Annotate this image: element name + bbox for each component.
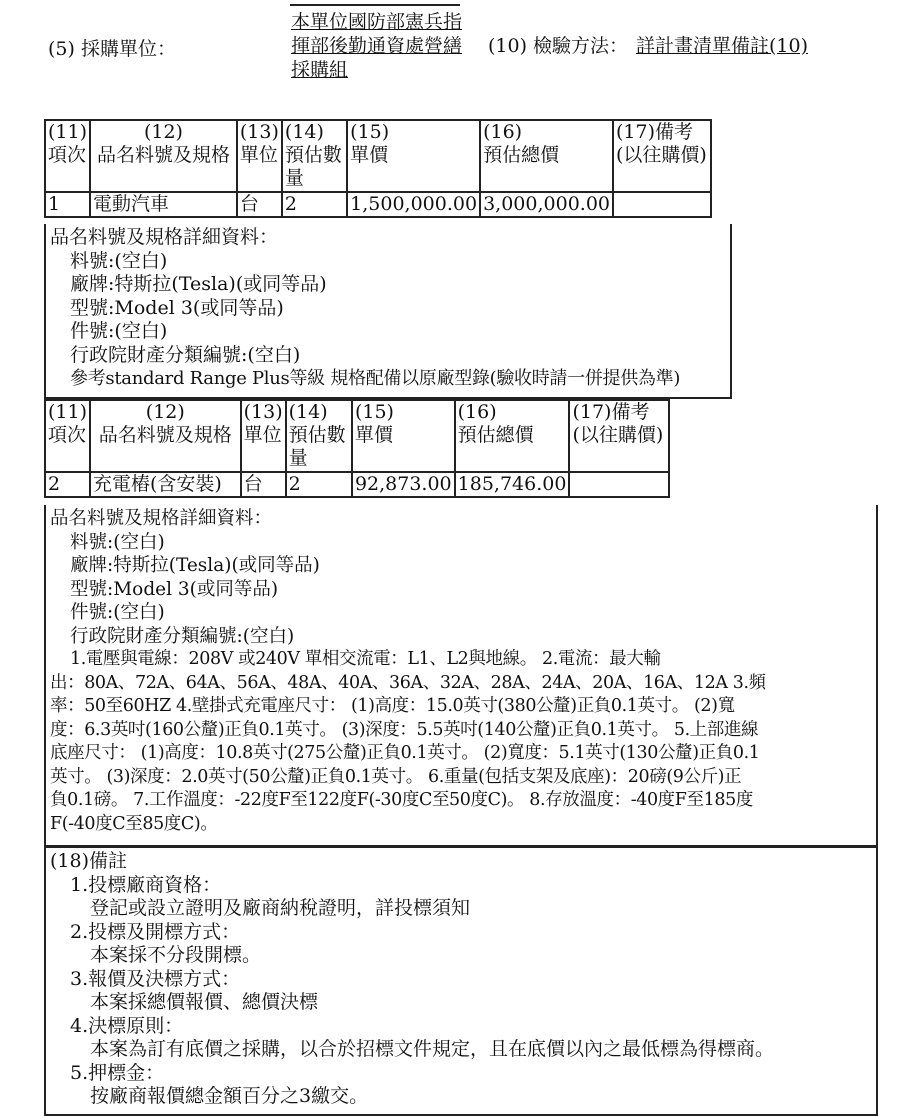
item2-spec-line: F(-40度C至85度C)。 [50, 813, 218, 834]
item1-total: 3,000,000.00 [480, 192, 613, 217]
header-item-name: (12) 品名料號及規格 [90, 120, 237, 192]
item1-no: 1 [45, 192, 90, 217]
item1-qty: 2 [282, 192, 347, 217]
remark-heading: 4.決標原則： [70, 1014, 184, 1037]
item1-detail-line: 廠牌:特斯拉(Tesla)(或同等品) [70, 273, 327, 295]
item1-price: 1,500,000.00 [347, 192, 480, 217]
remark-body: 本案採不分段開標。 [90, 944, 262, 966]
header-unit: (13) 單位 [237, 120, 282, 192]
item2-spec-line: 出：80A、72A、64A、56A、48A、40A、36A、32A、28A、24A、20A、16A、12A 3.頻 [50, 672, 766, 693]
item2-table [44, 399, 670, 498]
item2-detail-line: 料號:(空白) [70, 531, 165, 553]
remark-heading: 1.投標廠商資格： [70, 873, 222, 896]
header-total: (16) 預估總價 [480, 120, 613, 192]
remark-body: 本案採總價報價、總價決標 [90, 991, 319, 1013]
item2-name: 充電樁(含安裝) [90, 472, 241, 497]
item2-spec-line: 英寸。 (3)深度：2.0英寸(50公釐)正負0.1英寸。 6.重量(包括支架及底座)：20磅(9公斤)正 [50, 766, 742, 787]
item2-detail-line: 件號:(空白) [70, 602, 165, 623]
item1-note [613, 192, 711, 217]
header-price: (15) 單價 [352, 400, 455, 472]
remarks-title: (18)備註 [50, 850, 128, 872]
item1-unit: 台 [237, 192, 282, 217]
item2-detail-line: 廠牌:特斯拉(Tesla)(或同等品) [70, 555, 320, 576]
procurement-unit-line2: 揮部後勤通資處營繕 [291, 35, 463, 57]
item1-table [44, 119, 712, 218]
item2-total: 185,746.00 [455, 472, 570, 497]
header-qty: (14) 預估數 量 [286, 400, 352, 472]
header-item-name: (12) 品名料號及規格 [90, 400, 241, 472]
item2-note [569, 472, 669, 497]
item2-spec-line: 底座尺寸： (1)高度：10.8英寸(275公釐)正負0.1英寸。 (2)寬度：5.1英寸(130公釐)正負0.1 [50, 743, 760, 763]
item1-detail-line: 參考standard Range Plus等級 規格配備以原廠型錄(驗收時請一併提供為準) [70, 368, 681, 389]
item1-detail-line: 行政院財產分類編號:(空白) [70, 343, 301, 366]
item1-detail [44, 224, 732, 399]
inspection-method-value: 詳計畫清單備註(10) [636, 35, 809, 57]
item1-name: 電動汽車 [90, 192, 237, 217]
header-unit: (13) 單位 [241, 400, 286, 472]
remark-heading: 2.投標及開標方式： [70, 920, 241, 943]
item1-detail-line: 型號:Model 3(或同等品) [70, 296, 284, 319]
item2-unit: 台 [241, 472, 286, 497]
item2-detail-line: 行政院財產分類編號:(空白) [70, 625, 295, 647]
procurement-unit-label: (5) 採購單位： [48, 38, 176, 60]
item2-no: 2 [45, 472, 90, 497]
remark-body: 本案為訂有底價之採購，以合於招標文件規定，且在底價以內之最低標為得標商。 [90, 1038, 775, 1060]
item2-spec-line: 率：50至60HZ 4.壁掛式充電座尺寸： (1)高度：15.0英寸(380公釐)正負0.1英寸。 (2)寬 [50, 696, 735, 716]
item2-spec-line: 度：6.3英吋(160公釐)正負0.1英寸。 (3)深度：5.5英吋(140公釐)正負0.1英寸。 5.上部進線 [50, 719, 759, 740]
item1-detail-title: 品名料號及規格詳細資料： [50, 226, 279, 248]
item2-spec-line: 負0.1磅。 7.工作溫度：-22度F至122度F(-30度C至50度C)。 8.存放溫度：-40度F至185度 [50, 790, 753, 810]
header-remark: (17)備考 (以往購價) [569, 400, 669, 472]
item2-detail-line: 型號:Model 3(或同等品) [70, 578, 279, 600]
item2-price: 92,873.00 [352, 472, 455, 497]
item2-detail-title: 品名料號及規格詳細資料： [50, 508, 273, 529]
procurement-unit-line3: 採購組 [291, 59, 349, 81]
item2-detail [44, 505, 878, 847]
header-remark: (17)備考 (以往購價) [613, 120, 711, 192]
header-total: (16) 預估總價 [455, 400, 570, 472]
cut-off-header-line [290, 0, 460, 6]
remarks-section [44, 846, 878, 1116]
procurement-unit-line1: 本單位國防部憲兵指 [291, 11, 463, 33]
item1-detail-line: 料號:(空白) [70, 249, 168, 272]
remark-body: 登記或設立證明及廠商納稅證明，詳投標須知 [90, 897, 471, 919]
header-item-no: (11) 項次 [45, 120, 90, 192]
header-price: (15) 單價 [347, 120, 480, 192]
item2-qty: 2 [286, 472, 352, 497]
remark-body: 按廠商報價總金額百分之3繳交。 [90, 1085, 369, 1107]
header-item-no: (11) 項次 [45, 400, 90, 472]
item2-spec-line: 1.電壓與電線：208V 或240V 單相交流電：L1、L2與地線。 2.電流：最大輸 [70, 649, 661, 669]
remark-heading: 3.報價及決標方式： [70, 967, 241, 990]
remark-heading: 5.押標金： [70, 1061, 165, 1084]
inspection-method-label: (10) 檢驗方法： [488, 35, 629, 57]
header-qty: (14) 預估數 量 [282, 120, 347, 192]
item1-detail-line: 件號:(空白) [70, 320, 168, 342]
